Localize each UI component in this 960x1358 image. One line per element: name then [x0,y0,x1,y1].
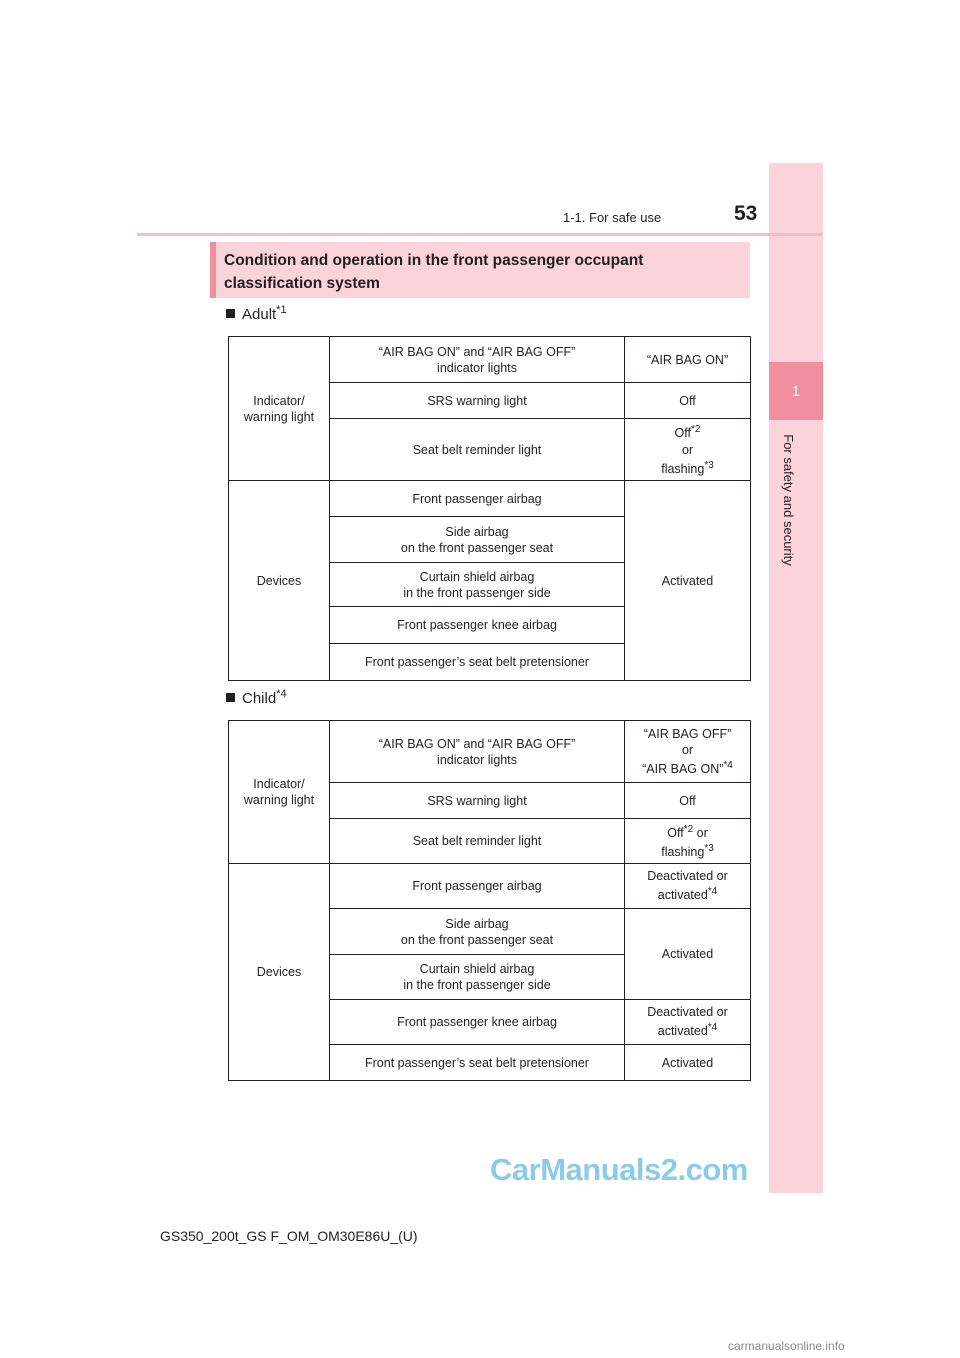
bullet-square-icon [226,693,235,702]
table-cell: Side airbag on the front passenger seat [330,517,625,563]
table-cell: “AIR BAG ON” and “AIR BAG OFF” indicator lights [330,721,625,783]
table-cell: Front passenger airbag [330,864,625,909]
document-code: GS350_200t_GS F_OM_OM30E86U_(U) [160,1228,418,1244]
table-row [229,481,751,517]
table-row [229,337,751,383]
section-title: 1-1. For safe use [563,210,662,225]
table-cell: Curtain shield airbag in the front passenger side [330,955,625,1000]
table-cell: Front passenger airbag [330,481,625,517]
table-cell: SRS warning light [330,783,625,819]
table-cell: Front passenger knee airbag [330,1000,625,1045]
table-cell: SRS warning light [330,383,625,419]
devices-group-cell: Devices [229,481,330,681]
table-cell: Off [625,783,751,819]
table-cell: Off [625,383,751,419]
table-cell: Seat belt reminder light [330,419,625,481]
table-row [229,721,751,783]
adult-table [228,336,751,681]
adult-heading: Adult$^{*1}$ [226,304,287,323]
chapter-title: For safety and security [781,434,796,566]
table-cell: Activated [625,909,751,1000]
table-cell: “AIR BAG ON” [625,337,751,383]
section-banner: Condition and operation in the front passenger occupant classification system [210,242,750,298]
indicator-group-cell: Indicator/ warning light [229,337,330,481]
table-cell: Curtain shield airbag in the front passenger side [330,563,625,607]
table-cell: Deactivated or activated$^{*4}$ [625,1000,751,1045]
indicator-group-cell: Indicator/ warning light [229,721,330,864]
watermark-logo: CarManuals2.com [490,1152,748,1187]
table-cell: Off$^{*2}$ or flashing$^{*3}$ [625,419,751,481]
table-cell: “AIR BAG OFF” or “AIR BAG ON”$^{*4}$ [625,721,751,783]
table-cell: Front passenger knee airbag [330,607,625,644]
devices-group-cell: Devices [229,864,330,1081]
table-cell: Front passenger’s seat belt pretensioner [330,644,625,681]
table-cell: Seat belt reminder light [330,819,625,864]
table-cell: Activated [625,481,751,681]
header-divider [137,233,823,236]
child-table [228,720,751,1081]
chapter-number: 1 [769,362,823,420]
page-number: 53 [734,202,758,225]
bullet-square-icon [226,309,235,318]
chapter-side-tab [769,163,823,1193]
table-cell: Front passenger’s seat belt pretensioner [330,1045,625,1081]
table-cell: Deactivated or activated$^{*4}$ [625,864,751,909]
table-cell: Side airbag on the front passenger seat [330,909,625,955]
table-cell: “AIR BAG ON” and “AIR BAG OFF” indicator lights [330,337,625,383]
watermark-site: carmanualsonline.info [728,1339,845,1353]
table-cell: Off$^{*2}$ or flashing$^{*3}$ [625,819,751,864]
table-row [229,864,751,909]
table-cell: Activated [625,1045,751,1081]
child-heading: Child$^{*4}$ [226,688,287,707]
